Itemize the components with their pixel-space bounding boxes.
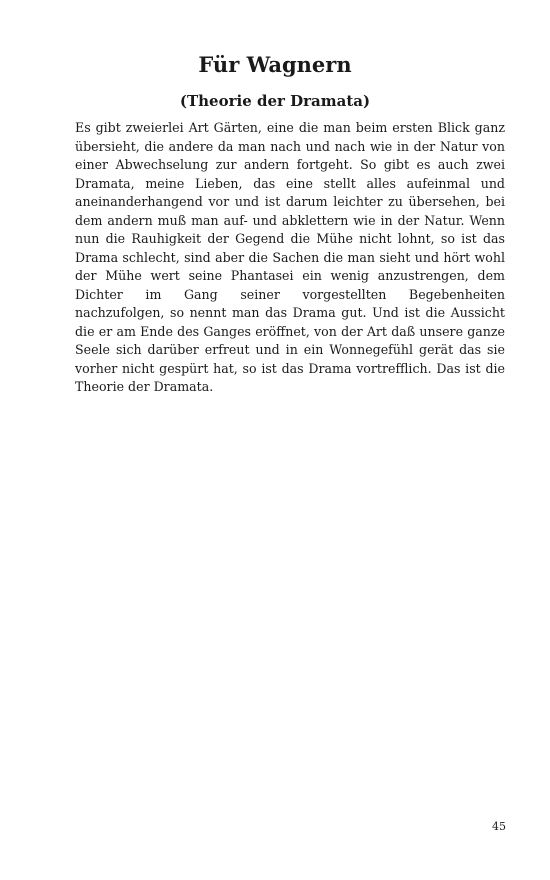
page-number: 45: [492, 820, 506, 833]
page-title: Für Wagnern: [198, 52, 352, 77]
body-paragraph: Es gibt zweierlei Art Gärten, eine die man beim ersten Blick ganz übersieht, die andere da man nach und nach wie in der Natur von einer Abwechselung zur andern fortgeht. So gibt es auch zwei Dramata, meine Lieben, das eine stellt alles aufeinmal und aneinanderhangend vor und ist darum leichter zu übersehen, bei dem andern muß man auf- und abklettern wie in der Natur. Wenn nun die Rauhigkeit der Gegend die Mühe nicht lohnt, so ist das Drama schlecht, sind aber die Sachen die man sieht und hört wohl der Mühe wert seine Phantasei ein wenig anzustrengen, dem Dichter im Gang seiner vorgestellten Begebenheiten nachzufolgen, so nennt man das Drama gut. Und ist die Aussicht die er am Ende des Ganges eröffnet, von der Art daß unsere ganze Seele sich darüber erfreut und in ein Wonnegefühl gerät das sie vorher nicht gespürt hat, so ist das Drama vortrefflich. Das ist die Theorie der Dramata.: [75, 120, 505, 394]
page-subtitle: (Theorie der Dramata): [179, 92, 371, 110]
